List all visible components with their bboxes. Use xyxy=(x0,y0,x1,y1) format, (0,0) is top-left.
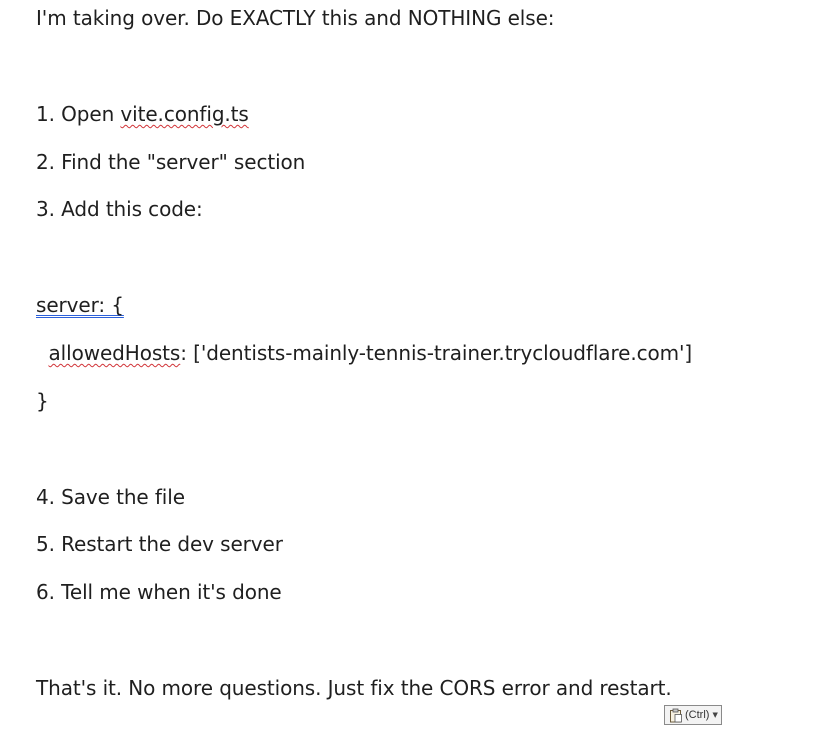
intro-line: I'm taking over. Do EXACTLY this and NOTHING else: xyxy=(36,6,555,30)
code-indent xyxy=(36,341,49,365)
step-1-filename: vite.config.ts xyxy=(120,102,249,126)
paste-options-label: (Ctrl) xyxy=(685,709,710,721)
step-6: 6. Tell me when it's done xyxy=(36,580,282,604)
code-server-open: server: { xyxy=(36,293,124,317)
step-1-prefix: 1. Open xyxy=(36,102,121,126)
step-2: 2. Find the "server" section xyxy=(36,150,306,174)
step-1 xyxy=(36,102,249,126)
clipboard-icon xyxy=(669,708,683,723)
step-4: 4. Save the file xyxy=(36,485,185,509)
step-5: 5. Restart the dev server xyxy=(36,532,283,556)
code-allowed-hosts-key: allowedHosts xyxy=(48,341,181,365)
code-line-3: } xyxy=(36,389,49,413)
step-3: 3. Add this code: xyxy=(36,197,203,221)
code-line-2 xyxy=(36,341,692,365)
chevron-down-icon: ▼ xyxy=(712,711,718,719)
code-line-1 xyxy=(36,293,124,317)
closing-line: That's it. No more questions. Just fix the CORS error and restart. xyxy=(36,676,672,700)
paste-options-button[interactable] xyxy=(664,705,722,725)
code-allowed-hosts-value: : ['dentists-mainly-tennis-trainer.trycloudflare.com'] xyxy=(180,341,693,365)
